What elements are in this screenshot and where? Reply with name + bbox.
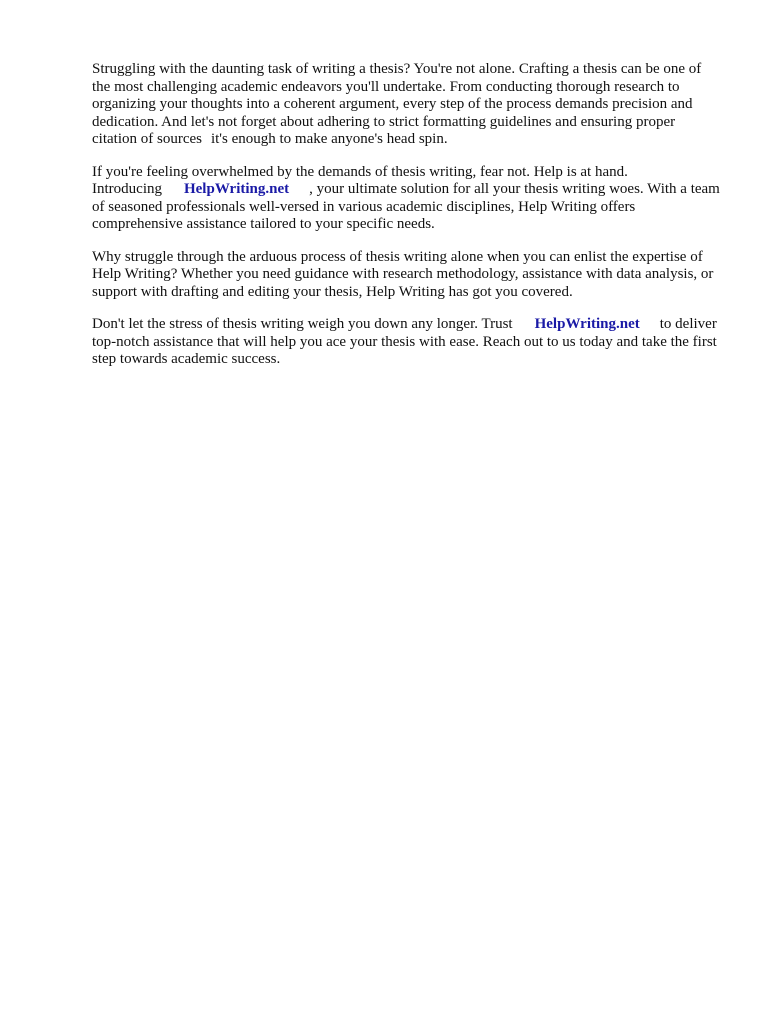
paragraph-introducing-tail: , your ultimate solution for all your thesis writing woes. With a team of seasoned professionals well-versed in various academic disciplines, Help Writing offers comprehensive assistance tailored to your specific needs. bbox=[92, 181, 720, 232]
helpwriting-link-2[interactable]: HelpWriting.net bbox=[534, 316, 640, 332]
paragraph-intro-text: Struggling with the daunting task of writing a thesis? You're not alone. Crafting a thesis can be one of the most challenging academic endeavors you'll undertake. From conducting thorough research to organizing your thoughts into a coherent argument, every step of the process demands precision and dedication. And let's not forget about adhering to strict formatting guidelines and ensuring proper citation of sources bbox=[92, 61, 702, 147]
document-page bbox=[92, 61, 722, 384]
paragraph-trust-tail: to deliver top-notch assistance that will help you ace your thesis with ease. Reach out to us today and take the first step towards academic success. bbox=[92, 316, 717, 367]
paragraph-trust-text: Don't let the stress of thesis writing weigh you down any longer. Trust bbox=[92, 316, 513, 332]
paragraph-intro-tail: it's enough to make anyone's head spin. bbox=[210, 131, 448, 147]
helpwriting-link-1[interactable]: HelpWriting.net bbox=[183, 181, 290, 197]
paragraph-introducing bbox=[92, 164, 722, 234]
paragraph-why-text: Why struggle through the arduous process of thesis writing alone when you can enlist the expertise of Help Writing? Whether you need guidance with research methodology, assistance with data analysis, or support with drafting and editing your thesis, Help Writing has got you covered. bbox=[92, 248, 714, 300]
paragraph-intro bbox=[92, 61, 722, 149]
paragraph-why bbox=[92, 249, 722, 302]
paragraph-trust bbox=[92, 316, 722, 369]
paragraph-introducing-text: If you're feeling overwhelmed by the demands of thesis writing, fear not. Help is at hand. Introducing bbox=[92, 163, 628, 197]
